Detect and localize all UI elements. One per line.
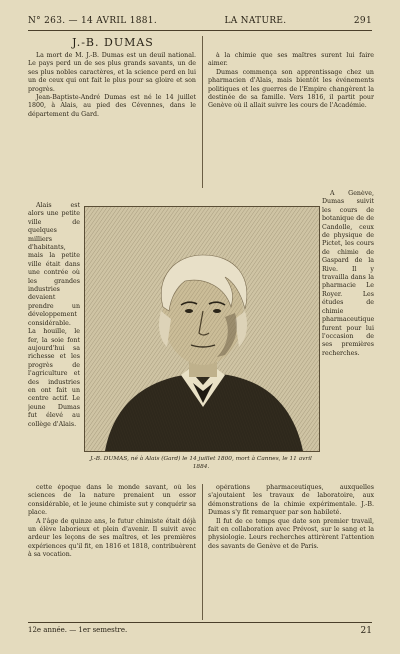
issue-label: N° 263. — 14 AVRIL 1881. bbox=[28, 16, 157, 26]
portrait-illustration bbox=[85, 207, 319, 451]
magazine-title: LA NATURE. bbox=[224, 16, 287, 26]
column-divider bbox=[202, 484, 203, 620]
paragraph: A Genève, Dumas suivit les cours de botanique de de Candolle, ceux de physique de Pictet, les cours de chimie de Gaspard de la Rive. Il y travailla dans la pharmacie Le Royer. Les études de chimie pharmaceutique furent pour lui l'occasion de ses premières recherches. bbox=[322, 190, 374, 357]
article-text-left-narrow bbox=[28, 202, 80, 482]
footer-rule bbox=[28, 622, 372, 623]
article-title: J.-B. DUMAS bbox=[72, 36, 154, 49]
column-divider bbox=[202, 36, 203, 188]
paragraph: cette époque dans le monde savant, où les sciences de la nature prenaient un essor considérable, et le jeune chimiste sut y conquérir sa place. bbox=[28, 484, 196, 517]
folio-number: 21 bbox=[360, 626, 372, 636]
volume-label: 12e année. — 1er semestre. bbox=[28, 626, 128, 634]
paragraph: A l'âge de quinze ans, le futur chimiste était déjà un élève laborieux et plein d'avenir. Il suivit avec ardeur les leçons de ses maîtres, et les premières expériences qu'il fit, en 1816 et 1818, contribuèrent à sa vocation. bbox=[28, 517, 196, 559]
article-text-right-narrow bbox=[322, 190, 374, 482]
paragraph: Jean-Baptiste-André Dumas est né le 14 juillet 1800, à Alais, au pied des Cévennes, dans le département du Gard. bbox=[28, 94, 196, 118]
paragraph: opérations pharmaceutiques, auxquelles s'ajoutaient les travaux de laboratoire, aux démonstrations de la chimie expérimentale. J.-B. Dumas s'y fit remarquer par son habileté. bbox=[208, 484, 374, 517]
paragraph: Il fut de ce temps que date son premier travail, fait en collaboration avec Prévost, sur le sang et la physiologie. Leurs recherches attirèrent l'attention des savants de Genève et de Paris. bbox=[208, 517, 374, 550]
paragraph: Dumas commença son apprentissage chez un pharmacien d'Alais, mais bientôt les événements politiques et les guerres de l'Empire changèrent la destinée de sa famille. Vers 1816, il partit pour Genève où il allait suivre les cours de l'Académie. bbox=[208, 68, 374, 110]
paragraph: à la chimie que ses maîtres surent lui faire aimer. bbox=[208, 52, 374, 68]
paragraph: La mort de M. J.-B. Dumas est un deuil national. Le pays perd un de ses plus grands savants, un de ses plus nobles caractères, et la science perd en lui un de ceux qui ont fait le plus pour sa gloire et son progrès. bbox=[28, 52, 196, 93]
running-head bbox=[28, 14, 372, 28]
article-text-bottom-right bbox=[208, 484, 374, 620]
paragraph: Alais est alors une petite ville de quelques milliers d'habitants, mais la petite ville était dans une contrée où les grandes industries devaient prendre un développement considérable. La houille, le fer, la soie font aujourd'hui sa richesse et les progrès de l'agriculture et des industries en ont fait un centre actif. Le jeune Dumas fut élevé au collège d'Alais. bbox=[28, 202, 80, 428]
figure-caption: J.-B. DUMAS, né à Alais (Gard) le 14 juillet 1800, mort à Cannes, le 11 avril 1884. bbox=[90, 456, 312, 470]
page-footer bbox=[28, 626, 372, 636]
portrait-engraving bbox=[84, 206, 320, 452]
article-text-left-top bbox=[28, 52, 196, 202]
article-text-bottom-left bbox=[28, 484, 196, 620]
page-number: 291 bbox=[353, 16, 372, 26]
article-text-right-top bbox=[208, 52, 374, 190]
header-rule bbox=[28, 30, 372, 31]
